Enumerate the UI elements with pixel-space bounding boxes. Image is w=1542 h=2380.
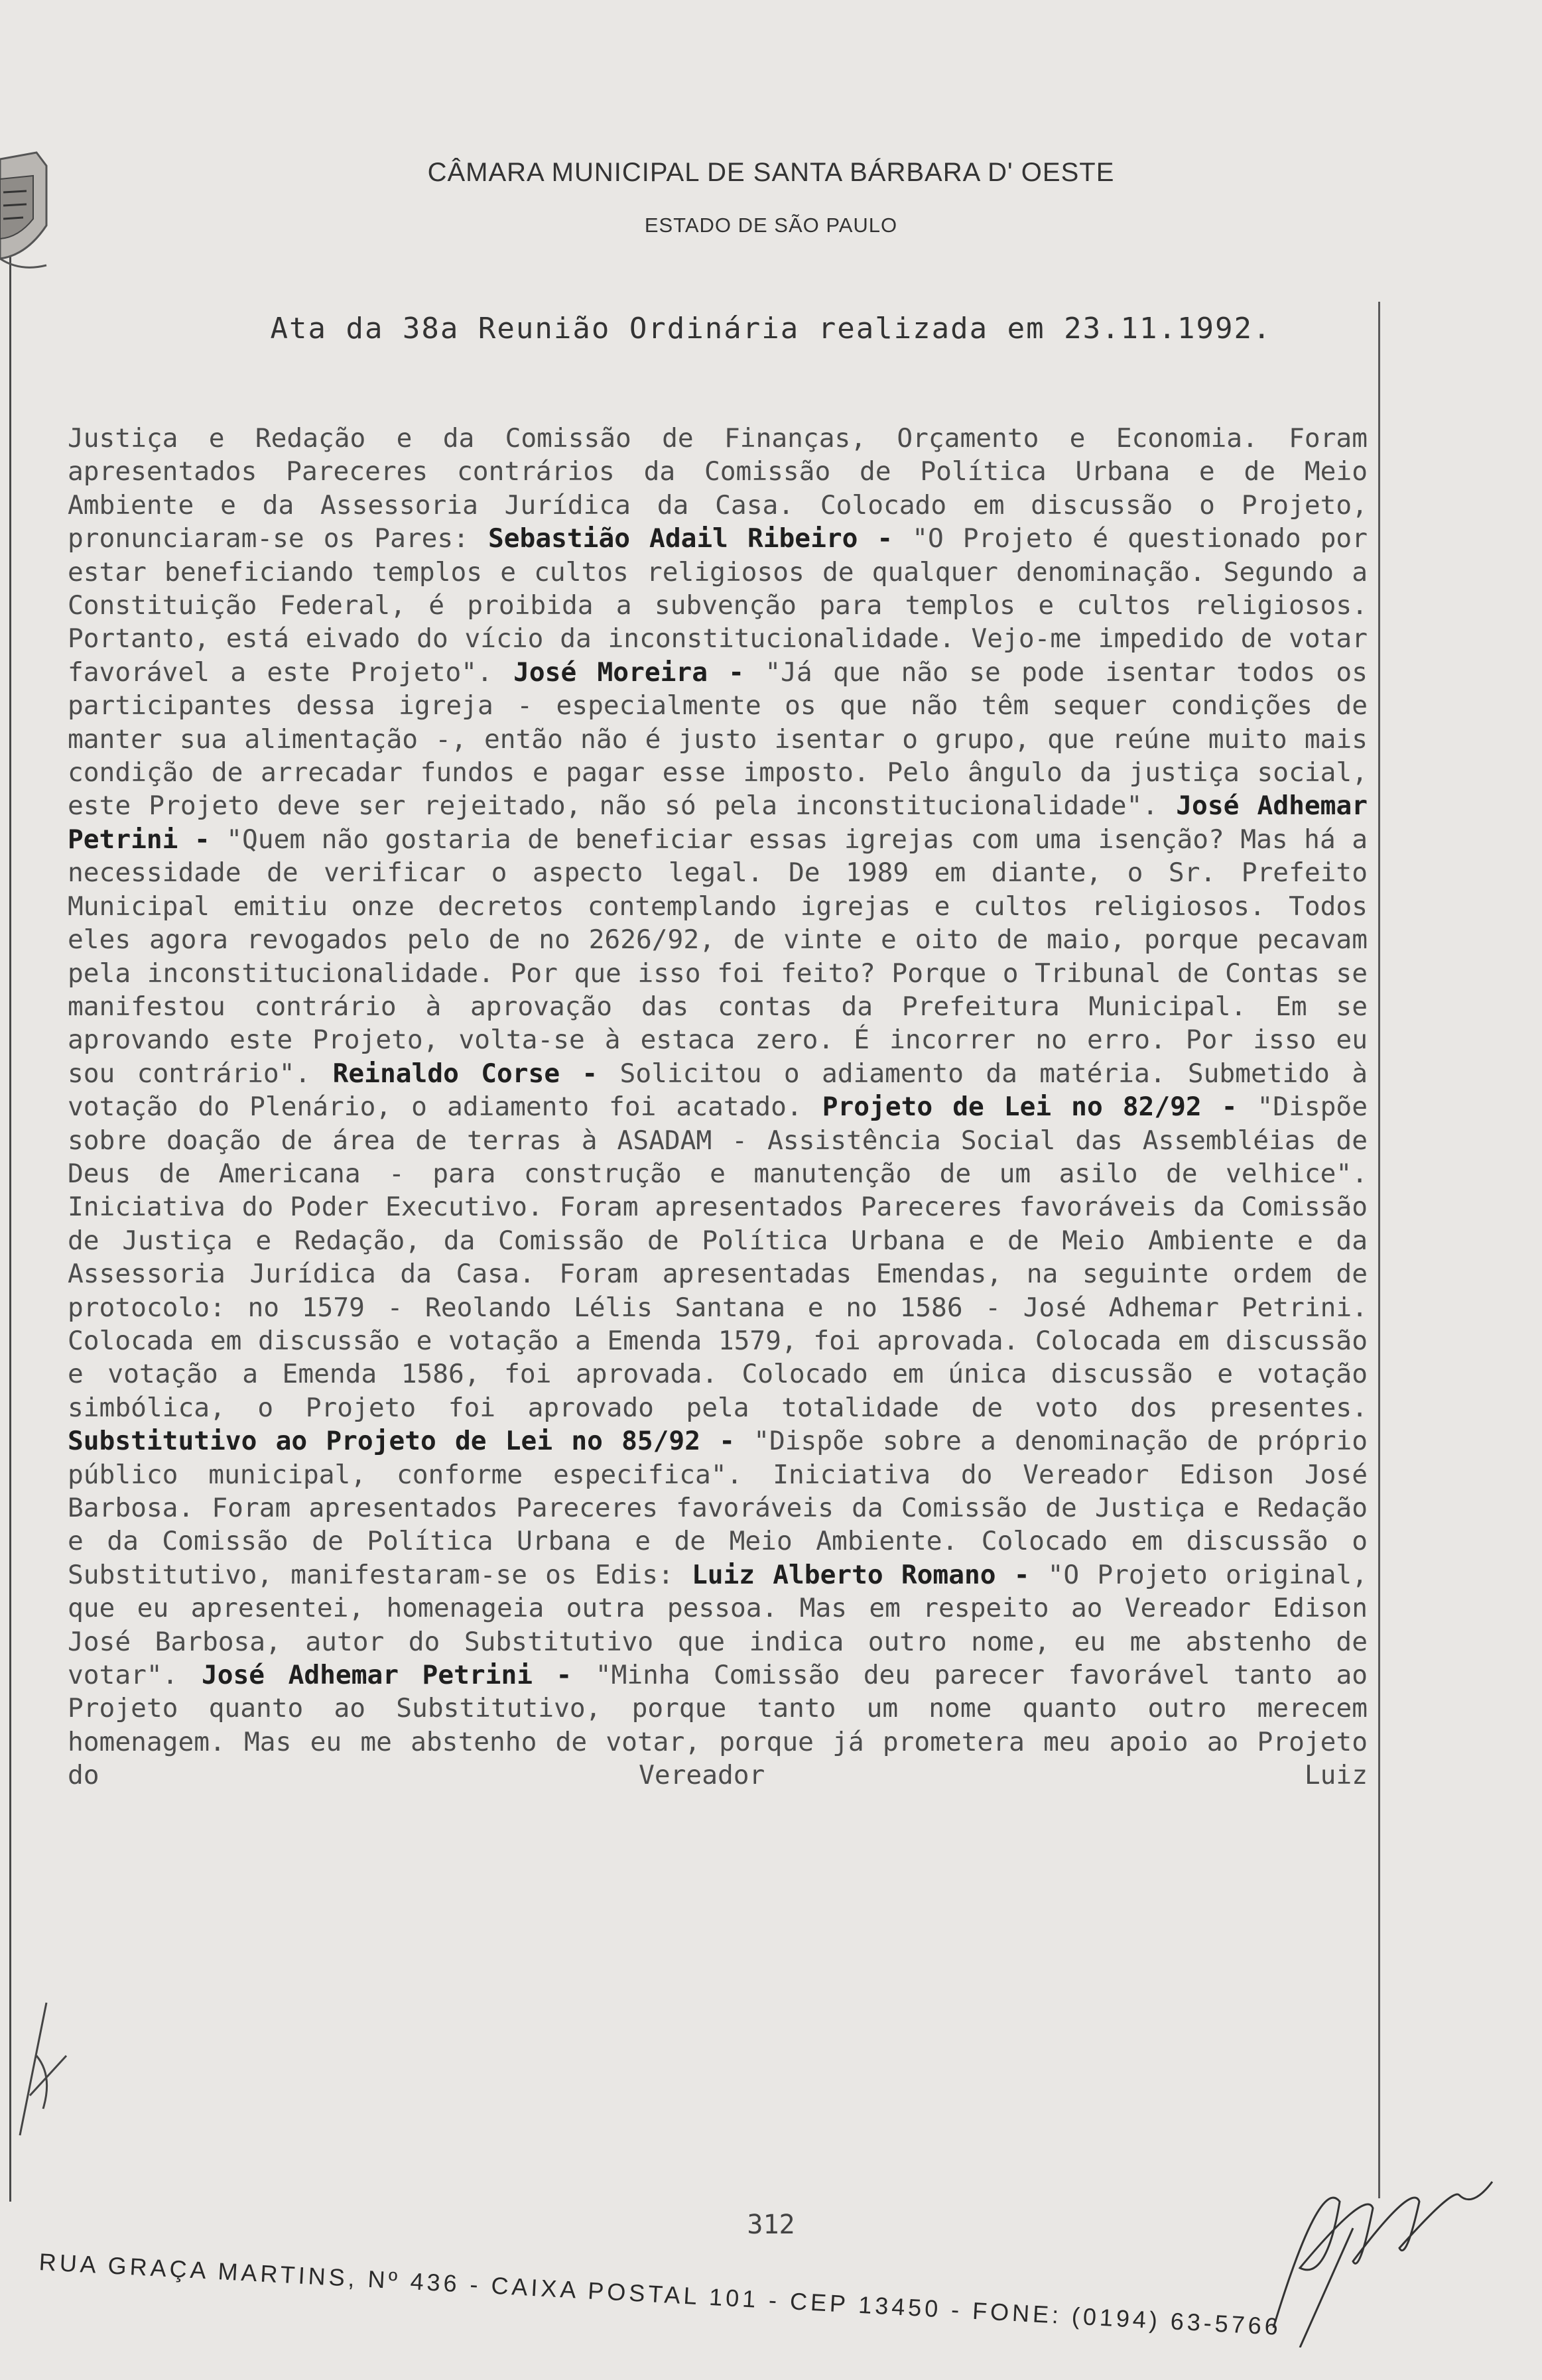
body-text: "Quem não gostaria de beneficiar essas igrejas com uma isenção? Mas há a necessidade de verificar o aspecto legal. De 1989 em diante, o Sr. Prefeito Municipal emitiu onze decretos contemplando igrejas e cultos religiosos. Todos eles agora revogados pelo de no 2626/92, de vinte e oito de maio, porque pecavam pela inconstitucionalidade. Por que isso foi feito? Porque o Tribunal de Contas se manifestou contrário à aprovação das contas da Prefeitura Municipal. Em se aprovando este Projeto, volta-se à estaca zero. É incorrer no erro. Por isso eu sou contrário". — [68, 824, 1368, 1089]
bill-heading: Substitutivo ao Projeto de Lei no 85/92 - — [68, 1426, 754, 1457]
speaker-name: Sebastião Adail Ribeiro - — [488, 523, 913, 554]
body-text: "Já que não se pode isentar todos os participantes dessa igreja - especialmente os que não têm sequer condições de manter sua alimentação -, então não é justo isentar o grupo, que reúne muito mais condição de arrecadar fundos e pagar esse imposto. Pelo ângulo da justiça social, este Projeto deve ser rejeitado, não só pela inconstitucionalidade". — [68, 657, 1368, 822]
speaker-name: José Adhemar Petrini - — [68, 790, 1368, 855]
body-text: "Dispõe sobre doação de área de terras à ASADAM - Assistência Social das Assembléias de Deus de Americana - para construção e manutenção de um asilo de velhice". Iniciativa do Poder Executivo. Foram apresentados Pareceres favoráveis da Comissão de Justiça e Redação, da Comissão de Política Urbana e de Meio Ambiente e da Assessoria Jurídica da Casa. Foram apresentadas Emendas, na seguinte ordem de protocolo: no 1579 - Reolando Lélis Santana e no 1586 - José Adhemar Petrini. Colocada em discussão e votação a Emenda 1579, foi aprovada. Colocada em discussão e votação a Emenda 1586, foi aprovada. Colocado em única discussão e votação simbólica, o Projeto foi aprovado pela totalidade de voto dos presentes. — [68, 1092, 1368, 1423]
bill-heading: Projeto de Lei no 82/92 - — [822, 1092, 1257, 1123]
state-name: ESTADO DE SÃO PAULO — [644, 214, 898, 237]
body-text: "Minha Comissão deu parecer favorável tanto ao Projeto quanto ao Substitutivo, porque tanto um nome quanto outro merecem homenagem. Mas eu me abstenho de votar, porque já prometera meu apoio ao Projeto do Vereador Luiz — [68, 1660, 1368, 1791]
page-number: 312 — [747, 2210, 795, 2240]
minutes-body — [68, 422, 1368, 1792]
body-text: "O Projeto é questionado por estar beneficiando templos e cultos religiosos de qualquer denominação. Segundo a Constituição Federal, é proibida a subvenção para templos e cultos religiosos. Portanto, está eivado do vício da inconstitucionalidade. Vejo-me impedido de votar favorável a este Projeto". — [68, 523, 1368, 688]
speaker-name: José Moreira - — [513, 657, 765, 688]
body-text: Solicitou o adiamento da matéria. Submetido à votação do Plenário, o adiamento foi acatado. — [68, 1058, 1368, 1123]
body-text: Justiça e Redação e da Comissão de Finanças, Orçamento e Economia. Foram apresentados Pareceres contrários da Comissão de Política Urbana e de Meio Ambiente e da Assessoria Jurídica da Casa. Colocado em discussão o Projeto, pronunciaram-se os Pares: — [68, 423, 1368, 554]
speaker-name: Reinaldo Corse - — [332, 1058, 620, 1089]
margin-mark-icon — [7, 1976, 80, 2149]
right-margin-rule — [1378, 302, 1380, 2198]
footer-address: RUA GRAÇA MARTINS, Nº 436 - CAIXA POSTAL 101 - CEP 13450 - FONE: (0194) 63-5766 — [38, 2248, 1282, 2341]
chamber-name: CÂMARA MUNICIPAL DE SANTA BÁRBARA D' OESTE — [427, 158, 1115, 187]
left-margin-rule — [9, 239, 11, 2202]
body-text: "Dispõe sobre a denominação de próprio público municipal, conforme especifica". Iniciativa do Vereador Edison José Barbosa. Foram apresentados Pareceres favoráveis da Comissão de Justiça e Redação e da Comissão de Política Urbana e de Meio Ambiente. Colocado em discussão o Substitutivo, manifestaram-se os Edis: — [68, 1426, 1368, 1590]
speaker-name: José Adhemar Petrini - — [201, 1660, 596, 1691]
speaker-name: Luiz Alberto Romano - — [691, 1559, 1048, 1590]
handwritten-signature — [1260, 2109, 1499, 2348]
body-text: "O Projeto original, que eu apresentei, homenageia outra pessoa. Mas em respeito ao Vereador Edison José Barbosa, autor do Substitutivo que indica outro nome, eu me abstenho de votar". — [68, 1559, 1368, 1691]
minutes-title: Ata da 38a Reunião Ordinária realizada em 23.11.1992. — [270, 312, 1272, 345]
